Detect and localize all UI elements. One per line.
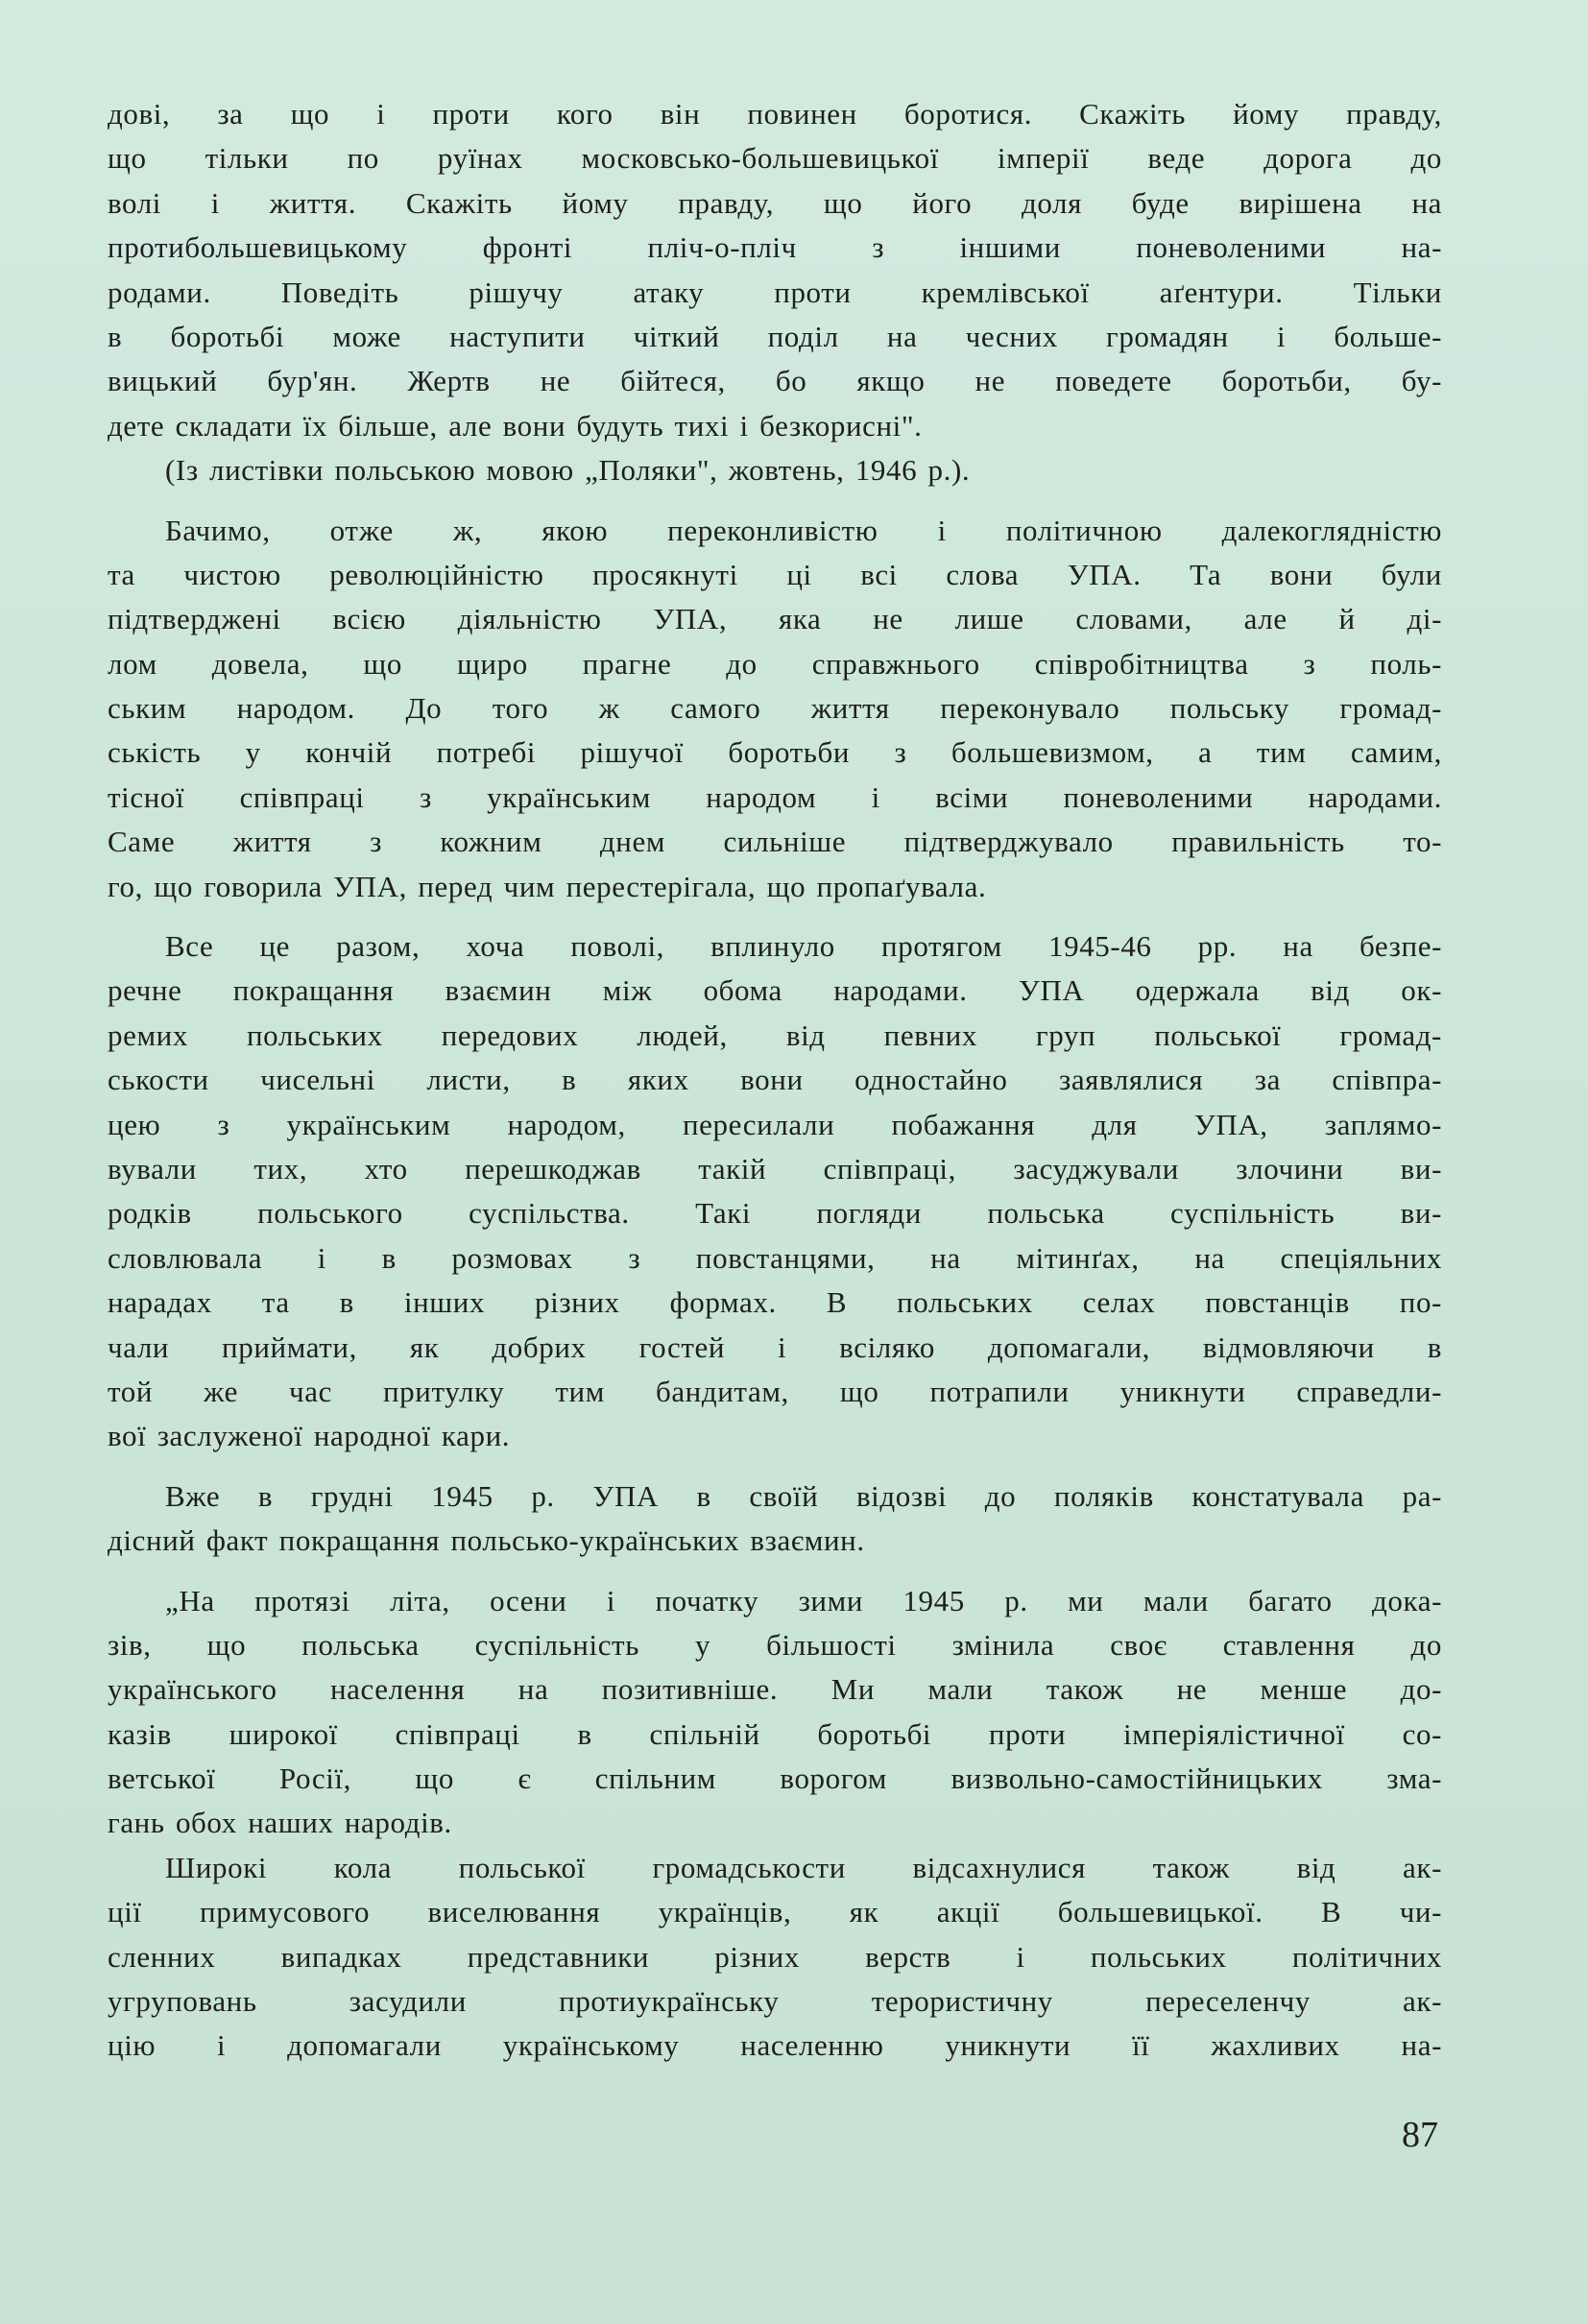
text-line: го, що говорила УПА, перед чим перестерігала, що пропаґувала.: [108, 869, 987, 903]
paragraph-3: [108, 509, 1442, 910]
text-line: ції примусового виселювання українців, як акції большевицької. В чи-: [108, 1895, 1442, 1929]
paragraph-5: [108, 1474, 1442, 1564]
text-line: ським народом. До того ж самого життя переконувало польську громад-: [108, 691, 1442, 726]
text-line: нарадах та в інших різних формах. В польських селах повстанців по-: [108, 1285, 1442, 1320]
text-line: цію і допомагали українському населенню уникнути її жахливих на-: [108, 2028, 1442, 2063]
paragraph-6-quote: [108, 1579, 1442, 1846]
paragraph-7: [108, 1846, 1442, 2069]
text-line: тісної співпраці з українським народом і всіми поневоленими народами.: [108, 779, 1442, 814]
text-line: та чистою революційністю просякнуті ці всі слова УПА. Та вони були: [108, 557, 1442, 591]
text-line: той же час притулку тим бандитам, що потрапили уникнути справедли-: [108, 1374, 1442, 1408]
text-line: дете складати їх більше, але вони будуть тихі і безкорисні".: [108, 408, 923, 443]
text-line: Широкі кола польської громадськости відсахнулися також від ак-: [165, 1850, 1442, 1884]
text-line: Саме життя з кожним днем сильніше підтверджувало правильність то-: [108, 825, 1442, 859]
text-line: вої заслуженої народної кари.: [108, 1419, 511, 1453]
paragraph-2-citation: [108, 448, 1442, 492]
text-line: речне покращання взаємин між обома народами. УПА одержала від ок-: [108, 973, 1442, 1008]
text-line: словлювала і в розмовах з повстанцями, на мітинґах, на спеціяльних: [108, 1240, 1442, 1275]
text-line: родків польського суспільства. Такі погляди польська суспільність ви-: [108, 1196, 1442, 1231]
text-line: ремих польських передових людей, від певних груп польської громад-: [108, 1018, 1442, 1052]
text-line: в боротьбі може наступити чіткий поділ на чесних громадян і больше-: [108, 319, 1442, 353]
text-line: ськости чисельні листи, в яких вони одностайно заявлялися за співпра-: [108, 1063, 1442, 1097]
text-line: Бачимо, отже ж, якою переконливістю і політичною далекоглядністю: [165, 513, 1442, 547]
paragraph-1: [108, 92, 1442, 448]
text-line: що тільки по руїнах московсько-большевицької імперії веде дорога до: [108, 141, 1442, 176]
text-line: дісний факт покращання польсько-українських взаємин.: [108, 1523, 865, 1558]
text-line: лом довела, що щиро прагне до справжнього співробітництва з поль-: [108, 646, 1442, 681]
text-line: підтверджені всією діяльністю УПА, яка не лише словами, але й ді-: [108, 602, 1442, 636]
paragraph-4: [108, 924, 1442, 1459]
citation-line: (Із листівки польською мовою „Поляки", жовтень, 1946 р.).: [165, 453, 971, 488]
text-line: казів широкої співпраці в спільній боротьбі проти імперіялістичної со-: [108, 1716, 1442, 1751]
page-number: 87: [1402, 2115, 1438, 2155]
text-line: ськість у кончій потребі рішучої боротьби з большевизмом, а тим самим,: [108, 735, 1442, 770]
text-line: протибольшевицькому фронті пліч-о-пліч з іншими поневоленими на-: [108, 230, 1442, 265]
text-line: „На протязі літа, осени і початку зими 1945 р. ми мали багато дока-: [165, 1583, 1442, 1617]
text-line: цею з українським народом, пересилали побажання для УПА, заплямо-: [108, 1107, 1442, 1141]
body-text: [108, 92, 1442, 2069]
text-line: зів, що польська суспільність у більшості змінила своє ставлення до: [108, 1627, 1442, 1662]
text-line: українського населення на позитивніше. Ми мали також не менше до-: [108, 1672, 1442, 1707]
text-line: Вже в грудні 1945 р. УПА в своїй відозві до поляків констатувала ра-: [165, 1478, 1442, 1513]
text-line: вували тих, хто перешкоджав такій співпраці, засуджували злочини ви-: [108, 1151, 1442, 1186]
text-line: гань обох наших народів.: [108, 1806, 452, 1840]
text-line: угруповань засудили протиукраїнську терористичну переселенчу ак-: [108, 1984, 1442, 2019]
text-line: Все це разом, хоча поволі, вплинуло протягом 1945-46 рр. на безпе-: [165, 929, 1442, 964]
text-line: дові, за що і проти кого він повинен боротися. Скажіть йому правду,: [108, 97, 1442, 131]
text-line: чали приймати, як добрих гостей і всіляко допомагали, відмовляючи в: [108, 1330, 1442, 1364]
text-line: вицький бур'ян. Жертв не бійтеся, бо якщо не поведете боротьби, бу-: [108, 364, 1442, 398]
text-line: волі і життя. Скажіть йому правду, що його доля буде вирішена на: [108, 185, 1442, 220]
text-line: сленних випадках представники різних верств і польських політичних: [108, 1939, 1442, 1974]
text-line: родами. Поведіть рішучу атаку проти кремлівської аґентури. Тільки: [108, 275, 1442, 309]
text-line: ветської Росії, що є спільним ворогом визвольно-самостійницьких зма-: [108, 1761, 1442, 1796]
